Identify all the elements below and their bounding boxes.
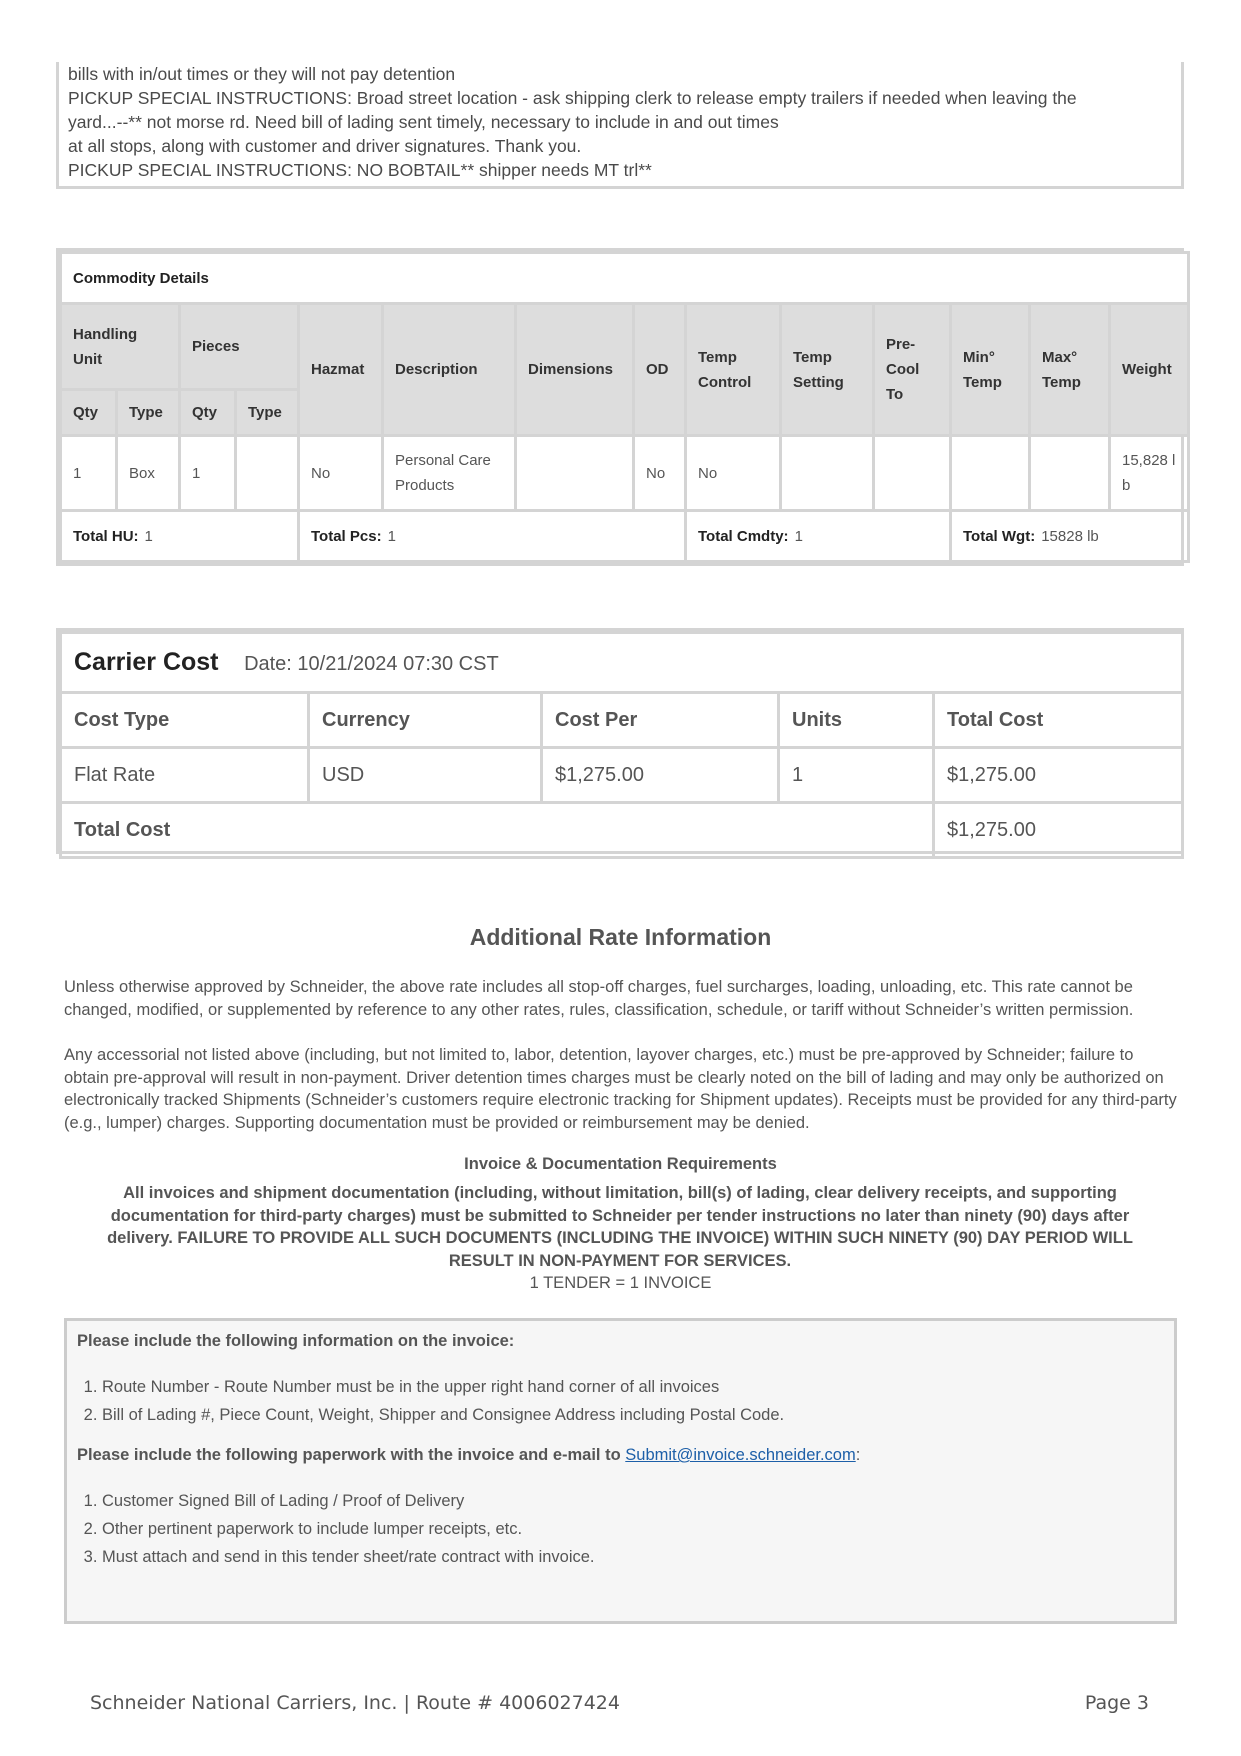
footer-page-number: Page 3 xyxy=(1084,1692,1149,1714)
list-item: 2. Other pertinent paperwork to include lumper receipts, etc. xyxy=(102,1515,1164,1543)
footer-company-route: Schneider National Carriers, Inc. | Route # 4006027424 xyxy=(90,1692,620,1714)
max-temp-cell xyxy=(1030,436,1110,511)
total-cost-header: Total Cost xyxy=(934,693,1183,748)
instruction-line: PICKUP SPECIAL INSTRUCTIONS: Broad street location - ask shipping clerk to release empty trailers if needed when leaving the xyxy=(68,88,1077,108)
description-header: Description xyxy=(383,304,516,436)
pc-qty-header: Qty xyxy=(180,390,236,436)
pc-qty-cell: 1 xyxy=(180,436,236,511)
invoice-requirements-text: All invoices and shipment documentation (including, without limitation, bill(s) of lading, clear delivery receipts, and supporting documentation for third-party charges) must be submitted to Schneider per tender instructions no later than ninety (90) days after delivery. FAILURE TO PROVIDE ALL SUCH DOCUMENTS (INCLUDING THE INVOICE) WITHIN SUCH NINETY (90) DAY PERIOD WILL RESULT IN NON-PAYMENT FOR SERVICES. xyxy=(107,1184,1133,1270)
cost-type-header: Cost Type xyxy=(61,693,309,748)
special-instructions-box xyxy=(56,62,1184,189)
invoice-requirements-title: Invoice & Documentation Requirements xyxy=(464,1155,777,1173)
total-wgt: Total Wgt: 15828 lb xyxy=(951,511,1189,562)
commodity-details-table xyxy=(56,248,1184,566)
total-cost-value: $1,275.00 xyxy=(934,803,1183,858)
handling-unit-header: Handling Unit xyxy=(61,304,180,390)
carrier-cost-title: Carrier Cost xyxy=(74,648,219,676)
total-row xyxy=(61,803,1183,858)
temp-setting-cell xyxy=(781,436,874,511)
max-temp-header: Max° Temp xyxy=(1030,304,1110,436)
dimensions-header: Dimensions xyxy=(516,304,634,436)
weight-header: Weight xyxy=(1110,304,1189,436)
temp-control-header: Temp Control xyxy=(686,304,781,436)
invoice-info-heading: Please include the following information on the invoice: xyxy=(77,1332,515,1350)
total-cost-cell: $1,275.00 xyxy=(934,748,1183,803)
od-header: OD xyxy=(634,304,686,436)
cost-type-cell: Flat Rate xyxy=(61,748,309,803)
tender-invoice-note: 1 TENDER = 1 INVOICE xyxy=(529,1274,712,1292)
cost-per-header: Cost Per xyxy=(542,693,779,748)
pc-type-header: Type xyxy=(236,390,299,436)
instruction-line: PICKUP SPECIAL INSTRUCTIONS: NO BOBTAIL** shipper needs MT trl** xyxy=(68,160,652,180)
dimensions-cell xyxy=(516,436,634,511)
units-cell: 1 xyxy=(779,748,934,803)
list-item: 3. Must attach and send in this tender sheet/rate contract with invoice. xyxy=(102,1543,1164,1571)
min-temp-cell xyxy=(951,436,1030,511)
instruction-line: yard...--** not morse rd. Need bill of lading sent timely, necessary to include in and out times xyxy=(68,112,779,132)
total-cmdty: Total Cmdty: 1 xyxy=(686,511,951,562)
rate-terms-paragraph: Unless otherwise approved by Schneider, the above rate includes all stop-off charges, fuel surcharges, loading, unloading, etc. This rate cannot be changed, modified, or supplemented by reference to any other rates, rules, classification, schedule, or tariff without Schneider’s written permission. xyxy=(64,978,1134,1019)
pre-cool-cell xyxy=(874,436,951,511)
list-item: 1. Route Number - Route Number must be in the upper right hand corner of all invoices xyxy=(102,1373,1164,1401)
accessorial-paragraph: Any accessorial not listed above (including, but not limited to, labor, detention, layover charges, etc.) must be pre-approved by Schneider; failure to obtain pre-approval will result in non-payment. Driver detention times charges must be clearly noted on the bill of lading and may only be authorized on electronically tracked Shipments (Schneider’s customers require electronic tracking for Shipment updates). Receipts must be provided for any third-party (e.g., lumper) charges. Supporting documentation must be provided or reimbursement may be denied. xyxy=(64,1046,1177,1132)
carrier-cost-date: Date: 10/21/2024 07:30 CST xyxy=(244,653,499,675)
submit-email-link[interactable]: Submit@invoice.schneider.com xyxy=(625,1446,856,1464)
hu-type-cell: Box xyxy=(117,436,180,511)
commodity-title: Commodity Details xyxy=(73,269,209,287)
total-hu: Total HU: 1 xyxy=(61,511,299,562)
table-row xyxy=(61,748,1183,803)
additional-rate-title: Additional Rate Information xyxy=(469,924,772,950)
invoice-info-list xyxy=(77,1373,1164,1429)
hazmat-cell: No xyxy=(299,436,383,511)
hu-qty-cell: 1 xyxy=(61,436,117,511)
units-header: Units xyxy=(779,693,934,748)
description-cell: Personal Care Products xyxy=(383,436,516,511)
hu-qty-header: Qty xyxy=(61,390,117,436)
weight-cell: 15,828 lb xyxy=(1110,436,1189,511)
table-row xyxy=(61,436,1189,511)
invoice-info-box xyxy=(64,1318,1177,1624)
total-cost-label: Total Cost xyxy=(61,803,934,858)
list-item: 1. Customer Signed Bill of Lading / Proof of Delivery xyxy=(102,1487,1164,1515)
temp-control-cell: No xyxy=(686,436,781,511)
temp-setting-header: Temp Setting xyxy=(781,304,874,436)
od-cell: No xyxy=(634,436,686,511)
paperwork-list xyxy=(77,1487,1164,1571)
paperwork-heading: Please include the following paperwork with the invoice and e-mail to Submit@invoice.schneider.com: xyxy=(77,1446,861,1464)
totals-row xyxy=(61,511,1189,562)
min-temp-header: Min° Temp xyxy=(951,304,1030,436)
instruction-line: bills with in/out times or they will not pay detention xyxy=(68,64,456,84)
currency-cell: USD xyxy=(309,748,542,803)
cost-per-cell: $1,275.00 xyxy=(542,748,779,803)
carrier-cost-table xyxy=(56,628,1184,854)
hazmat-header: Hazmat xyxy=(299,304,383,436)
list-item: 2. Bill of Lading #, Piece Count, Weight, Shipper and Consignee Address including Postal Code. xyxy=(102,1401,1164,1429)
hu-type-header: Type xyxy=(117,390,180,436)
currency-header: Currency xyxy=(309,693,542,748)
instruction-line: at all stops, along with customer and driver signatures. Thank you. xyxy=(68,136,582,156)
pre-cool-header: Pre-Cool To xyxy=(874,304,951,436)
pieces-header: Pieces xyxy=(180,304,299,390)
total-pcs: Total Pcs: 1 xyxy=(299,511,686,562)
pc-type-cell xyxy=(236,436,299,511)
